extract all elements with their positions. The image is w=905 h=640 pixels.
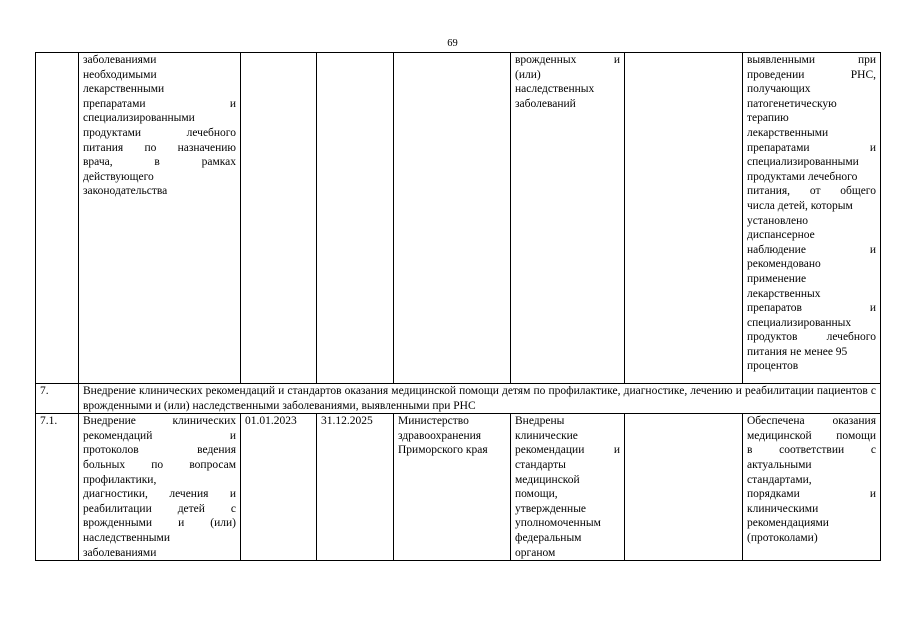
text-line: числа детей, которым [747,199,853,212]
text-line: установлено [747,214,809,227]
text-line [515,443,620,458]
text-word: при [857,54,876,66]
cell-number [36,53,79,384]
text-word: питания, [747,185,791,198]
item-measure-text [79,414,241,561]
text-word: питания [83,141,124,154]
text-word: препаратами [747,141,810,154]
text-word: от [809,185,821,198]
cell-measure-text [79,53,241,384]
text-line [747,414,876,429]
text-word: с [870,444,876,457]
section-title: Внедрение клинических рекомендаций и стандартов оказания медицинской помощи детям по профилактике, диагностике, лечению и реабилитации пациентов с врожденными и (или) наследственными заболеваниями, выявленными при РНС [79,384,881,414]
text-word: и [229,429,236,442]
cell-end-date [317,53,394,384]
text-line: специализированными [747,156,859,169]
text-word: препаратов [747,302,802,315]
text-line: заболеваний [515,97,576,110]
item-executor [394,414,511,561]
table-row-continuation [36,53,881,384]
text-line: процентов [747,360,799,373]
text-line [83,487,236,502]
text-line: актуальными [747,458,812,471]
cell-start-date [241,53,317,384]
cell-result [511,53,625,384]
item-end-date: 31.12.2025 [317,414,394,561]
text-line: лекарственных [747,287,821,300]
text-line: здравоохранения [398,429,482,442]
text-line [83,429,236,444]
text-word: ведения [197,444,236,457]
text-word: выявленными [747,54,816,66]
text-word: и [869,243,876,256]
text-line: клинические [515,429,578,442]
text-word: по [151,458,164,471]
text-line: патогенетическую [747,97,837,110]
item-start-date: 01.01.2023 [241,414,317,561]
text-word: больных [83,458,126,471]
text-word: реабилитации [83,502,152,515]
text-line [83,155,236,170]
text-line [747,68,876,83]
text-word: оказания [832,415,876,428]
text-line: законодательства [83,185,168,198]
text-word: и [613,54,620,66]
text-word: продуктов [747,331,798,344]
text-word: и [869,302,876,315]
text-word: соответствии [779,444,845,457]
text-line: лекарственными [747,126,829,139]
text-line: (протоколами) [747,531,818,544]
table-row-section-7 [36,384,881,414]
text-line: продуктами лечебного [747,170,858,183]
text-line [747,330,876,345]
text-line [83,502,236,517]
text-line [747,53,876,68]
text-word: наблюдение [747,243,806,256]
text-word: клинических [172,415,236,428]
text-line [515,53,620,68]
text-line: терапию [747,112,789,125]
text-word: порядками [747,488,800,501]
text-word: по [144,141,157,154]
text-line: применение [747,272,807,285]
text-line: наследственными [83,531,170,544]
cell-executor [394,53,511,384]
text-word: врача, [83,156,113,169]
text-word: назначению [177,141,236,154]
text-word: РНС, [850,68,876,81]
text-word: рекомендаций [83,429,153,442]
text-word: Внедрение [83,415,136,428]
text-line [747,487,876,502]
text-line [747,301,876,316]
text-word: общего [840,185,876,198]
text-line: диспансерное [747,229,815,242]
text-word: и [178,517,185,530]
cell-empty [625,53,743,384]
text-line [747,443,876,458]
text-word: проведении [747,68,805,81]
text-word: препаратами [83,97,146,110]
text-line [83,443,236,458]
text-word: протоколов [83,444,139,457]
text-word: врожденными [83,517,153,530]
text-line [83,458,236,473]
text-line: действующего [83,170,154,183]
text-word: рамках [201,156,236,169]
text-line [747,429,876,444]
text-line: заболеваниями [83,54,157,66]
text-word: детей [177,502,205,515]
page-number: 69 [447,38,458,49]
text-line [747,184,876,199]
text-line [83,516,236,531]
text-word: в [154,156,160,169]
text-word: и [229,488,236,501]
text-line: получающих [747,83,811,96]
text-line: органом [515,546,556,559]
text-word: и [613,444,620,457]
text-word: вопросам [189,458,236,471]
text-line [83,141,236,156]
text-line: рекомендациями [747,517,829,530]
text-word: и [869,141,876,154]
text-line: стандарты [515,458,566,471]
text-word: врожденных [515,54,577,66]
text-line [747,141,876,156]
text-line: федеральным [515,531,582,544]
text-word: и [869,488,876,501]
text-word: медицинской [747,429,812,442]
text-line: специализированных [747,316,852,329]
measures-table [35,52,881,561]
text-line: наследственных [515,83,595,96]
text-word: (или) [210,517,236,530]
item-empty [625,414,743,561]
text-word: в [747,444,753,457]
text-line: заболеваниями [83,546,157,559]
text-word: лечебного [186,126,236,139]
text-word: и [229,97,236,110]
text-line: лекарственными [83,83,165,96]
text-line: клиническими [747,502,819,515]
text-line: Приморского края [398,444,488,457]
text-line: рекомендовано [747,258,821,271]
text-line [83,414,236,429]
cell-indicator [743,53,881,384]
text-word: продуктами [83,126,142,139]
table-row-7-1 [36,414,881,561]
text-line: утвержденные [515,502,587,515]
item-indicator [743,414,881,561]
text-word: Обеспечена [747,415,805,428]
text-line: необходимыми [83,68,157,81]
text-line: питания не менее 95 [747,345,848,358]
text-line: Министерство [398,415,469,428]
text-word: лечебного [826,331,876,344]
item-result [511,414,625,561]
text-line [747,243,876,258]
text-line: медицинской [515,473,580,486]
text-line [83,97,236,112]
text-line: помощи, [515,488,558,501]
text-word: помощи [836,429,876,442]
text-line: стандартами, [747,473,812,486]
text-word: лечения [169,488,209,501]
text-line [83,126,236,141]
text-word: диагностики, [83,488,148,501]
text-line: Внедрены [515,415,565,428]
text-line: уполномоченным [515,517,601,530]
text-word: рекомендации [515,444,585,457]
text-line: профилактики, [83,473,157,486]
text-word: с [230,502,236,515]
text-line: специализированными [83,112,195,125]
section-number: 7. [36,384,79,414]
item-number: 7.1. [36,414,79,561]
text-line: (или) [515,68,541,81]
